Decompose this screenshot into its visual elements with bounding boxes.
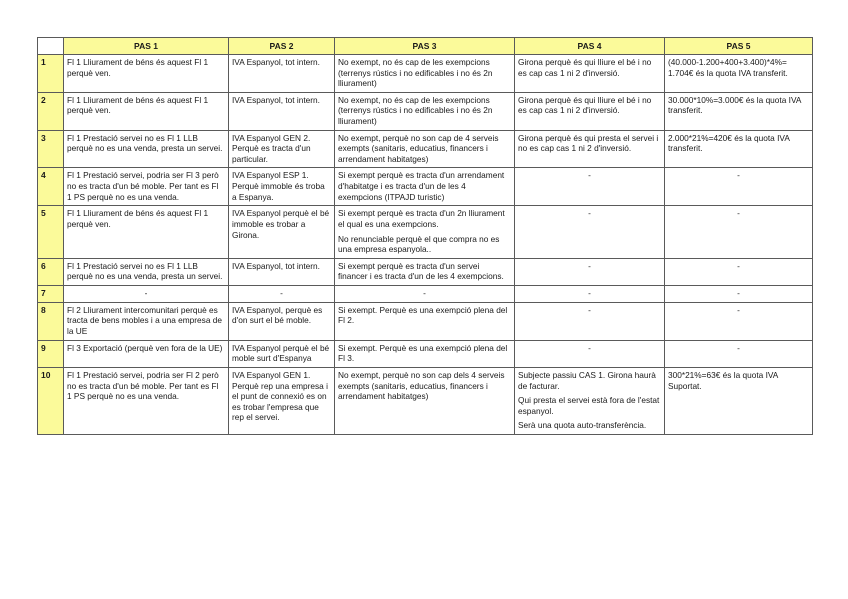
cell-pas-5 <box>665 55 813 93</box>
cell-paragraph: - <box>588 260 591 271</box>
table-row <box>38 367 813 434</box>
steps-table <box>37 37 813 435</box>
cell-pas-2 <box>229 340 335 367</box>
cell-paragraph: Si exempt. Perquè es una exempció plena del Fl 3. <box>338 342 508 364</box>
cell-paragraph: Fl 3 Exportació (perquè ven fora de la UE) <box>67 342 223 353</box>
cell-pas-1 <box>64 302 229 340</box>
cell-paragraph: - <box>737 304 740 315</box>
cell-paragraph: Fl 1 Lliurament de béns és aquest Fl 1 perquè ven. <box>67 57 209 78</box>
cell-pas-5 <box>665 285 813 302</box>
corner-cell <box>38 38 64 55</box>
cell-paragraph: Fl 1 Prestació servei, podria ser Fl 3 però no es tracta d'un bé moble. Per tant es Fl 1 PS perquè no es una venda. <box>67 170 219 202</box>
cell-pas-2 <box>229 206 335 258</box>
cell-pas-4 <box>515 206 665 258</box>
cell-pas-1 <box>64 92 229 130</box>
cell-pas-1 <box>64 285 229 302</box>
cell-paragraph: - <box>588 208 591 219</box>
cell-pas-3 <box>335 168 515 206</box>
cell-pas-4 <box>515 92 665 130</box>
cell-paragraph: - <box>588 287 591 298</box>
row-number: 1 <box>38 55 64 93</box>
cell-pas-4 <box>515 302 665 340</box>
row-number: 10 <box>38 367 64 434</box>
cell-paragraph: Girona perquè és qui presta el servei i no es cap cas 1 ni 2 d'inversió. <box>518 132 659 154</box>
cell-paragraph: Fl 1 Prestació servei, podria ser Fl 2 però no es tracta d'un bé moble. Per tant es Fl 1 PS perquè no es una venda. <box>67 369 219 402</box>
cell-paragraph: Serà una quota auto-transferència. <box>518 420 647 431</box>
cell-pas-5 <box>665 92 813 130</box>
cell-pas-1 <box>64 367 229 434</box>
cell-pas-3 <box>335 130 515 168</box>
cell-paragraph: Si exempt perquè es tracta d'un servei financer i es tracta d'un de les 4 exempcions. <box>338 260 504 282</box>
cell-pas-2 <box>229 302 335 340</box>
cell-paragraph: IVA Espanyol perquè el bé immoble es trobar a Girona. <box>232 208 330 240</box>
cell-pas-3 <box>335 302 515 340</box>
table-row <box>38 258 813 285</box>
table-body <box>38 55 813 435</box>
cell-paragraph: Girona perquè és qui lliure el bé i no es cap cas 1 ni 2 d'inversió. <box>518 57 652 78</box>
header-pas-5: PAS 5 <box>665 38 813 55</box>
row-number: 2 <box>38 92 64 130</box>
cell-pas-4 <box>515 285 665 302</box>
cell-paragraph: No exempt, perquè no son cap dels 4 serveis exempts (sanitaris, educatius, financers i arrendament habitatges) <box>338 369 505 402</box>
cell-pas-5 <box>665 302 813 340</box>
table-row <box>38 302 813 340</box>
cell-pas-4 <box>515 55 665 93</box>
row-number: 4 <box>38 168 64 206</box>
row-number: 3 <box>38 130 64 168</box>
row-number: 5 <box>38 206 64 258</box>
cell-paragraph: IVA Espanyol, tot intern. <box>232 94 320 105</box>
cell-paragraph: - <box>588 342 591 353</box>
cell-paragraph: - <box>144 287 148 298</box>
cell-paragraph: No exempt, no és cap de les exempcions (terrenys rústics i no edificables i no és 2n lliurament) <box>338 57 493 89</box>
cell-pas-5 <box>665 130 813 168</box>
cell-pas-3 <box>335 285 515 302</box>
cell-pas-5 <box>665 258 813 285</box>
header-pas-1: PAS 1 <box>64 38 229 55</box>
cell-paragraph: 300*21%=63€ és la quota IVA Suportat. <box>668 369 778 391</box>
cell-pas-4 <box>515 367 665 434</box>
cell-paragraph: Si exempt perquè es tracta d'un arrendament d'habitatge i es tracta d'un de les 4 exempcions (ITPAJD turistic) <box>338 170 505 202</box>
cell-paragraph: 30.000*10%=3.000€ és la quota IVA transferit. <box>668 94 801 116</box>
cell-paragraph: - <box>588 170 591 181</box>
cell-paragraph: - <box>737 170 740 181</box>
cell-paragraph: (40.000-1.200+400+3.400)*4%= 1.704€ és la quota IVA transferit. <box>668 57 788 78</box>
cell-paragraph: IVA Espanyol GEN 2. Perquè es tracta d'un particular. <box>232 132 311 164</box>
cell-pas-3 <box>335 55 515 93</box>
cell-paragraph: No exempt, perquè no son cap de 4 serveis exempts (sanitaris, educatius, financers i arrendament habitatges) <box>338 132 499 164</box>
cell-paragraph: IVA Espanyol, tot intern. <box>232 57 320 67</box>
cell-pas-2 <box>229 55 335 93</box>
cell-pas-1 <box>64 55 229 93</box>
row-number: 9 <box>38 340 64 367</box>
cell-paragraph: - <box>423 287 426 298</box>
cell-pas-1 <box>64 168 229 206</box>
cell-paragraph: Si exempt. Perquè es una exempció plena del Fl 2. <box>338 304 508 326</box>
cell-paragraph: Subjecte passiu CAS 1. Girona haurà de facturar. <box>518 369 656 391</box>
cell-paragraph: IVA Espanyol, perquè es d'on surt el bé moble. <box>232 304 323 326</box>
cell-pas-3 <box>335 92 515 130</box>
row-number: 7 <box>38 285 64 302</box>
header-pas-3: PAS 3 <box>335 38 515 55</box>
cell-paragraph: - <box>588 304 591 315</box>
cell-paragraph: Fl 1 Prestació servei no es Fl 1 LLB perquè no es una venda, presta un servei. <box>67 132 223 154</box>
cell-pas-2 <box>229 168 335 206</box>
cell-pas-2 <box>229 367 335 434</box>
cell-pas-3 <box>335 367 515 434</box>
cell-paragraph: Fl 1 Lliurament de béns és aquest Fl 1 perquè ven. <box>67 208 209 229</box>
cell-pas-3 <box>335 340 515 367</box>
cell-paragraph: No exempt, no és cap de les exempcions (terrenys rústics i no edificables i no és 2n lliurament) <box>338 94 493 127</box>
row-number: 8 <box>38 302 64 340</box>
cell-pas-3 <box>335 206 515 258</box>
row-number: 6 <box>38 258 64 285</box>
cell-paragraph: IVA Espanyol perquè el bé moble surt d'Espanya <box>232 342 330 364</box>
cell-pas-5 <box>665 168 813 206</box>
table-row <box>38 168 813 206</box>
cell-paragraph: - <box>737 208 740 219</box>
cell-pas-4 <box>515 258 665 285</box>
table-row <box>38 206 813 258</box>
cell-pas-2 <box>229 130 335 168</box>
cell-paragraph: Girona perquè és qui lliure el bé i no es cap cas 1 ni 2 d'inversió. <box>518 94 652 116</box>
cell-paragraph: IVA Espanyol GEN 1. Perquè rep una empresa i el punt de connexió es on es trobar l'empresa que rep el servei. <box>232 369 328 423</box>
cell-pas-2 <box>229 285 335 302</box>
cell-pas-2 <box>229 92 335 130</box>
cell-pas-1 <box>64 258 229 285</box>
cell-paragraph: IVA Espanyol ESP 1. Perquè immoble és troba a Espanya. <box>232 170 325 202</box>
cell-paragraph: - <box>737 342 740 353</box>
cell-pas-1 <box>64 340 229 367</box>
cell-paragraph: 2.000*21%=420€ és la quota IVA transferit. <box>668 132 790 154</box>
cell-paragraph: - <box>737 287 740 298</box>
cell-pas-1 <box>64 206 229 258</box>
header-row <box>38 38 813 55</box>
cell-pas-3 <box>335 258 515 285</box>
cell-paragraph: Si exempt perquè es tracta d'un 2n lliurament el qual es una exempcions. <box>338 208 505 229</box>
header-pas-4: PAS 4 <box>515 38 665 55</box>
table-row <box>38 130 813 168</box>
cell-paragraph: - <box>280 287 283 298</box>
table-row <box>38 285 813 302</box>
cell-pas-2 <box>229 258 335 285</box>
cell-paragraph: Qui presta el servei està fora de l'estat espanyol. <box>518 395 660 416</box>
cell-pas-1 <box>64 130 229 168</box>
cell-paragraph: Fl 2 Lliurament intercomunitari perquè es tracta de bens mobles i a una empresa de la UE <box>67 304 222 337</box>
cell-paragraph: No renunciable perquè el que compra no es una empresa espanyola.. <box>338 233 500 255</box>
table-row <box>38 55 813 93</box>
cell-pas-5 <box>665 206 813 258</box>
cell-paragraph: - <box>737 260 740 271</box>
cell-paragraph: IVA Espanyol, tot intern. <box>232 260 320 271</box>
cell-pas-4 <box>515 340 665 367</box>
table-row <box>38 92 813 130</box>
cell-paragraph: Fl 1 Lliurament de béns és aquest Fl 1 perquè ven. <box>67 94 209 116</box>
cell-pas-4 <box>515 130 665 168</box>
cell-pas-5 <box>665 340 813 367</box>
header-pas-2: PAS 2 <box>229 38 335 55</box>
cell-paragraph: Fl 1 Prestació servei no es Fl 1 LLB perquè no es una venda, presta un servei. <box>67 260 223 282</box>
cell-pas-5 <box>665 367 813 434</box>
cell-pas-4 <box>515 168 665 206</box>
table-row <box>38 340 813 367</box>
